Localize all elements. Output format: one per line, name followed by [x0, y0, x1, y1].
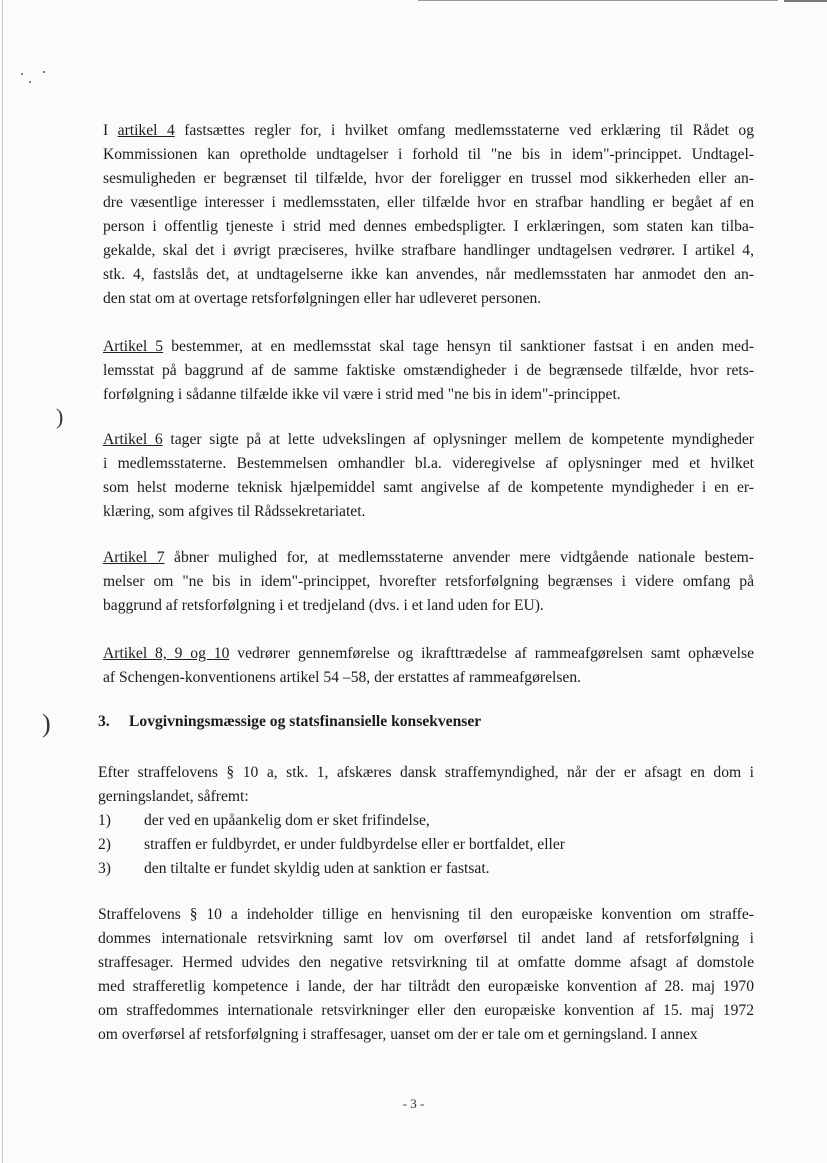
scan-top-rule [418, 0, 778, 1]
text-line: om overførsel af retsforfølgning i straffesager, uanset om der er tale om et gerningsland. I annex [98, 1026, 698, 1043]
section-title: Lovgivningsmæssige og statsfinansielle konsekvenser [129, 713, 482, 730]
scan-top-corner-mark [784, 0, 827, 2]
text-line: Straffelovens § 10 a indeholder tillige en henvisning til den europæiske konvention om straffe- [98, 906, 754, 923]
list-item [98, 857, 754, 881]
text-line: om straffedommes internationale retsvirkninger eller den europæiske konvention af 15. maj 1972 [98, 1002, 754, 1019]
conditions-list [98, 809, 754, 881]
scan-left-edge [2, 0, 3, 1163]
scan-speck [21, 73, 23, 75]
article-7-paragraph [103, 546, 754, 618]
text-line: I artikel 4 fastsættes regler for, i hvilket omfang medlemsstaterne ved erklæring til Rådet og [103, 122, 754, 139]
text-line: med strafferetlig kompetence i lande, der har tiltrådt den europæiske konvention af 28. maj 1970 [98, 978, 754, 995]
text-line: Artikel 5 bestemmer, at en medlemsstat skal tage hensyn til sanktioner fastsat i en anden med- [103, 338, 754, 355]
text-line: dre væsentlige interesser i medlemsstaten, eller tilfælde hvor en strafbar handling er begået af en [103, 194, 754, 211]
text-line: klæring, som afgives til Rådssekretariatet. [103, 503, 366, 520]
intro-paragraph [98, 761, 754, 809]
text-line: person i offentlig tjeneste i strid med dennes embedspligter. I erklæringen, som staten kan tilba- [103, 218, 754, 235]
article-reference: Artikel 7 [103, 549, 165, 566]
text-line: i medlemsstaterne. Bestemmelsen omhandler bl.a. videregivelse af oplysninger med et hvilket [103, 455, 754, 472]
text-line: stk. 4, fastslås det, at undtagelserne ikke kan anvendes, når medlemsstaten har anmodet den an- [103, 266, 754, 283]
section-heading [98, 713, 748, 731]
text-line: sesmuligheden er begrænset til tilfælde, hvor der foreligger en trussel mod sikkerheden eller an- [103, 170, 754, 187]
scan-speck [43, 71, 45, 73]
article-reference: artikel 4 [117, 122, 175, 139]
text-line: Artikel 7 åbner mulighed for, at medlemsstaterne anvender mere vidtgående nationale bestem- [103, 549, 754, 566]
text-line: den stat om at overtage retsforfølgningen eller har udleveret personen. [103, 290, 542, 307]
page-number: - 3 - [402, 1096, 425, 1111]
text-line: dommes internationale retsvirkning samt lov om overførsel til andet land af retsforfølgning i [98, 930, 754, 947]
punch-hole-mark: ) [42, 709, 51, 738]
list-marker: 3) [98, 860, 111, 877]
section-number: 3. [98, 713, 110, 730]
list-item [98, 833, 754, 857]
article-6-paragraph [103, 428, 754, 524]
text-line: Efter straffelovens § 10 a, stk. 1, afskæres dansk straffemyndighed, når der er afsagt en dom i [98, 764, 754, 781]
closing-paragraph [98, 903, 754, 1047]
text-line: Artikel 6 tager sigte på at lette udvekslingen af oplysninger mellem de kompetente myndigheder [103, 431, 754, 448]
article-5-paragraph [103, 335, 754, 407]
text-line: melser om "ne bis in idem"-princippet, hvorefter retsforfølgning begrænses i videre omfang på [103, 573, 754, 590]
text-line: Kommissionen kan opretholde undtagelser i forhold til "ne bis in idem"-princippet. Undtagel- [103, 146, 754, 163]
text-line: gerningslandet, såfremt: [98, 788, 249, 805]
scan-speck [29, 81, 31, 83]
text-line: Artikel 8, 9 og 10 vedrører gennemførelse og ikrafttrædelse af rammeafgørelsen samt ophævelse [103, 645, 755, 662]
text-line: gekalde, skal det i øvrigt præciseres, hvilke strafbare handlinger undtagelsen vedrører. I artikel 4, [103, 242, 754, 259]
article-4-paragraph [103, 119, 754, 311]
text-line: straffesager. Hermed udvides den negative retsvirkning til at omfatte domme afsagt af domstole [98, 954, 754, 971]
text-line: som helst moderne teknisk hjælpemiddel samt angivelse af de kompetente myndigheder i en er- [103, 479, 754, 496]
article-reference: Artikel 6 [103, 431, 163, 448]
text-line: af Schengen-konventionens artikel 54 –58, der erstattes af rammeafgørelsen. [103, 669, 582, 686]
text-line: lemsstat på baggrund af de samme faktiske omstændigheder i de begrænsede tilfælde, hvor rets- [103, 362, 754, 379]
list-item-text: den tiltalte er fundet skyldig uden at sanktion er fastsat. [144, 860, 490, 877]
article-8-9-10-paragraph [103, 642, 754, 690]
list-marker: 2) [98, 836, 111, 853]
punch-hole-mark: ) [56, 404, 64, 429]
list-item-text: der ved en upåankelig dom er sket frifindelse, [144, 812, 430, 829]
list-item-text: straffen er fuldbyrdet, er under fuldbyrdelse eller er bortfaldet, eller [144, 836, 565, 853]
text-line: forfølgning i sådanne tilfælde ikke vil være i strid med "ne bis in idem"-princippet. [103, 386, 621, 403]
article-reference: Artikel 5 [103, 338, 164, 355]
article-reference: Artikel 8, 9 og 10 [103, 645, 230, 662]
list-item [98, 809, 754, 833]
list-marker: 1) [98, 812, 111, 829]
text-line: baggrund af retsforfølgning i et tredjeland (dvs. i et land uden for EU). [103, 597, 544, 614]
